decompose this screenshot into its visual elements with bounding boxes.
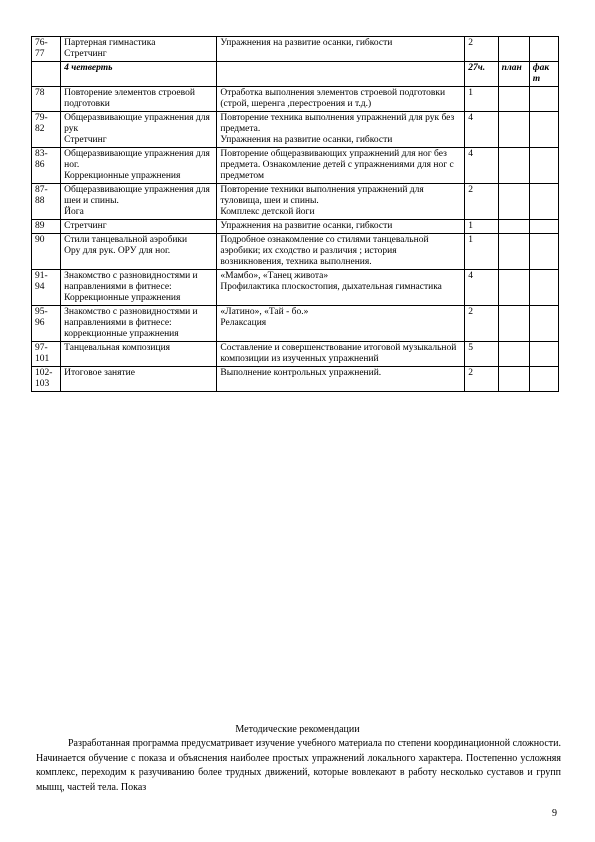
table-row [32,37,559,62]
plan-date-cell [498,112,529,148]
hours-cell: 5 [465,342,498,367]
plan-date-cell [498,220,529,234]
methodology-paragraph [36,737,561,795]
plan-date-cell [498,87,529,112]
topic-cell: Танцевальная композиция [61,342,217,367]
content-cell: «Латино», «Тай - бо.» Релаксация [217,306,465,342]
plan-date-cell [498,148,529,184]
hours-cell: 4 [465,148,498,184]
lesson-plan-body [32,37,559,392]
fact-date-cell [529,306,558,342]
topic-cell: Итоговое занятие [61,367,217,392]
content-cell: Отработка выполнения элементов строевой подготовки (строй, шеренга ,перестроения и т.д.) [217,87,465,112]
plan-date-cell: план [498,62,529,87]
page-number: 9 [552,808,557,819]
table-row [32,148,559,184]
table-row [32,342,559,367]
lesson-number-cell: 102- 103 [32,367,61,392]
content-cell: Подробное ознакомление со стилями танцевальной аэробики; их сходство и различия ; история возникновения, техника выполнения. [217,234,465,270]
hours-cell: 2 [465,306,498,342]
lesson-number-cell: 90 [32,234,61,270]
lesson-number-cell: 79- 82 [32,112,61,148]
table-row [32,220,559,234]
topic-cell: 4 четверть [61,62,217,87]
plan-date-cell [498,37,529,62]
topic-cell: Партерная гимнастика Стретчинг [61,37,217,62]
lesson-number-cell: 76- 77 [32,37,61,62]
hours-cell: 27ч. [465,62,498,87]
topic-cell: Общеразвивающие упражнения для ног. Коррекционные упражнения [61,148,217,184]
hours-cell: 4 [465,112,498,148]
plan-date-cell [498,270,529,306]
content-cell: «Мамбо», «Танец живота» Профилактика плоскостопия, дыхательная гимнастика [217,270,465,306]
hours-cell: 1 [465,220,498,234]
content-cell: Упражнения на развитие осанки, гибкости [217,220,465,234]
content-cell: Упражнения на развитие осанки, гибкости [217,37,465,62]
lesson-plan-table [31,36,559,392]
lesson-number-cell: 95- 96 [32,306,61,342]
plan-date-cell [498,367,529,392]
hours-cell: 1 [465,87,498,112]
content-cell: Составление и совершенствование итоговой музыкальной композиции из изученных упражнений [217,342,465,367]
content-cell: Повторение техники выполнения упражнений для туловища, шеи и спины. Комплекс детской йоги [217,184,465,220]
plan-date-cell [498,184,529,220]
table-row [32,270,559,306]
topic-cell: Знакомство с разновидностями и направлениями в фитнесе: коррекционные упражнения [61,306,217,342]
lesson-number-cell: 89 [32,220,61,234]
content-cell [217,62,465,87]
fact-date-cell [529,367,558,392]
topic-cell: Повторение элементов строевой подготовки [61,87,217,112]
fact-date-cell: фак т [529,62,558,87]
content-cell: Выполнение контрольных упражнений. [217,367,465,392]
section-title: Методические рекомендации [235,724,360,735]
plan-date-cell [498,342,529,367]
table-row [32,306,559,342]
fact-date-cell [529,148,558,184]
paragraph-text: Разработанная программа предусматривает изучение учебного материала по степени координационной сложности. Начинается обучение с показа и объяснения наиболее простых упражнений локального характера. Постепенно усложняя комплекс, переходим к разучиванию более трудных движений, которые вовлекают в работу несколько суставов и групп мышц, частей тела. Показ [36,738,561,793]
lesson-number-cell: 78 [32,87,61,112]
topic-cell: Общеразвивающие упражнения для шеи и спины. Йога [61,184,217,220]
hours-cell: 2 [465,367,498,392]
hours-cell: 1 [465,234,498,270]
table-row [32,112,559,148]
table-row [32,234,559,270]
table-row [32,87,559,112]
topic-cell: Стретчинг [61,220,217,234]
lesson-number-cell: 91- 94 [32,270,61,306]
content-cell: Повторение техника выполнения упражнений для рук без предмета. Упражнения на развитие осанки, гибкости [217,112,465,148]
fact-date-cell [529,342,558,367]
plan-date-cell [498,306,529,342]
fact-date-cell [529,270,558,306]
fact-date-cell [529,112,558,148]
content-cell: Повторение общеразвивающих упражнений для ног без предмета. Ознакомление детей с упражнениями для ног с предметом [217,148,465,184]
table-row [32,184,559,220]
fact-date-cell [529,234,558,270]
lesson-number-cell: 97- 101 [32,342,61,367]
plan-date-cell [498,234,529,270]
quarter-header-row [32,62,559,87]
fact-date-cell [529,220,558,234]
lesson-number-cell: 87- 88 [32,184,61,220]
fact-date-cell [529,37,558,62]
lesson-number-cell: 83- 86 [32,148,61,184]
fact-date-cell [529,87,558,112]
hours-cell: 2 [465,184,498,220]
hours-cell: 2 [465,37,498,62]
hours-cell: 4 [465,270,498,306]
topic-cell: Знакомство с разновидностями и направлениями в фитнесе: Коррекционные упражнения [61,270,217,306]
fact-date-cell [529,184,558,220]
topic-cell: Стили танцевальной аэробики Ору для рук. ОРУ для ног. [61,234,217,270]
table-row [32,367,559,392]
lesson-number-cell [32,62,61,87]
topic-cell: Общеразвивающие упражнения для рук Стретчинг [61,112,217,148]
